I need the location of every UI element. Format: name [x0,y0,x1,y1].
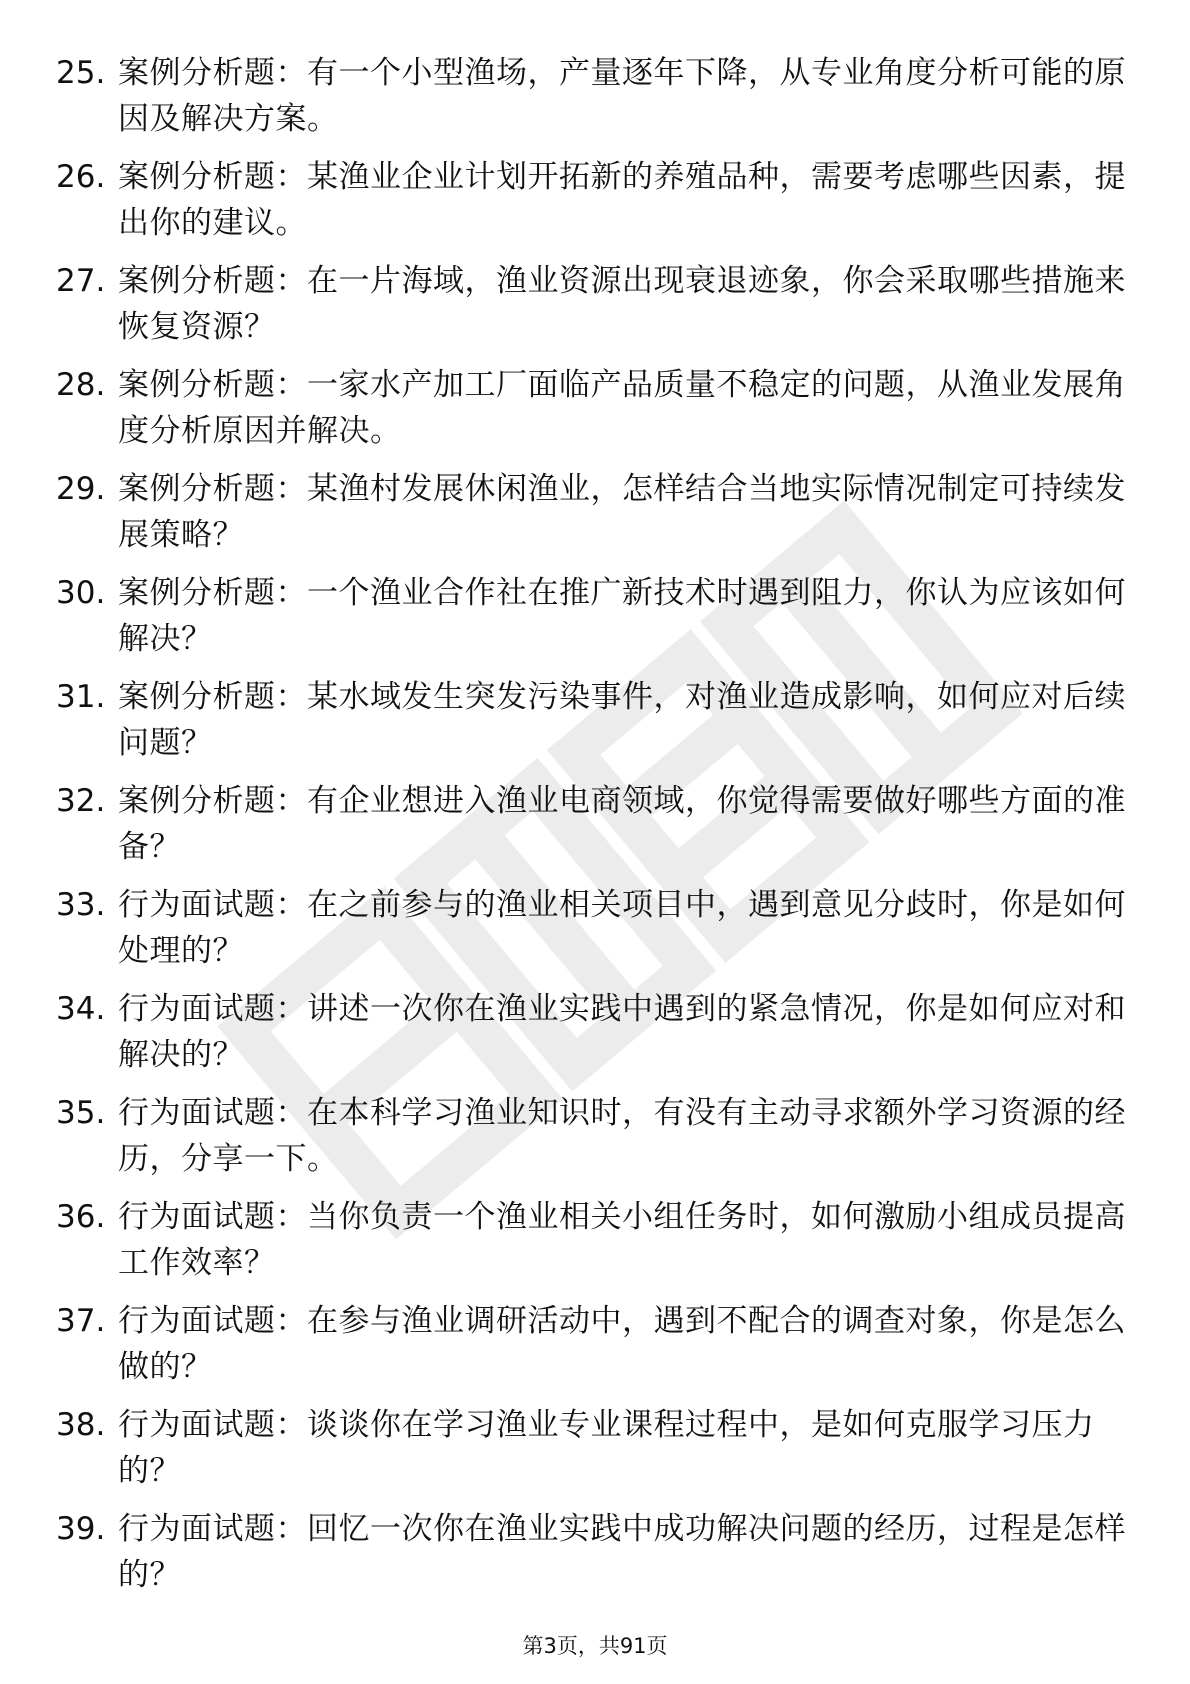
question-body: 某渔村发展休闲渔业，怎样结合当地实际情况制定可持续发展策略？ [118,471,1126,553]
question-number: 31. [56,679,106,715]
question-body: 谈谈你在学习渔业专业课程过程中，是如何克服学习压力的？ [118,1407,1095,1489]
question-text [118,1506,1136,1598]
page-number-footer: 第3页，共91页 [522,1634,668,1658]
question-number: 37. [56,1303,106,1339]
question-number: 25. [56,55,106,91]
question-number: 35. [56,1095,106,1131]
question-item [56,1298,1136,1402]
question-body: 在参与渔业调研活动中，遇到不配合的调查对象，你是怎么做的？ [118,1303,1126,1385]
question-type: 行为面试题： [118,1511,307,1547]
question-text [118,1194,1136,1286]
question-text [118,466,1136,558]
question-text [118,1402,1136,1494]
question-item [56,882,1136,986]
question-list [56,50,1136,1610]
question-type: 行为面试题： [118,991,307,1027]
question-type: 案例分析题： [118,575,307,611]
question-item [56,986,1136,1090]
question-type: 行为面试题： [118,1095,307,1131]
question-type: 行为面试题： [118,1303,307,1339]
question-item [56,258,1136,362]
question-text [118,570,1136,662]
question-type: 案例分析题： [118,783,307,819]
question-number: 38. [56,1407,106,1443]
question-item [56,570,1136,674]
question-number: 32. [56,783,106,819]
question-type: 案例分析题： [118,471,307,507]
question-text [118,778,1136,870]
question-body: 讲述一次你在渔业实践中遇到的紧急情况，你是如何应对和解决的？ [118,991,1126,1073]
question-body: 在本科学习渔业知识时，有没有主动寻求额外学习资源的经历，分享一下。 [118,1095,1126,1177]
question-number: 33. [56,887,106,923]
question-type: 案例分析题： [118,263,307,299]
question-type: 案例分析题： [118,55,307,91]
question-type: 案例分析题： [118,679,307,715]
question-item [56,1194,1136,1298]
question-item [56,1090,1136,1194]
question-number: 30. [56,575,106,611]
question-text [118,362,1136,454]
question-text [118,674,1136,766]
question-item [56,362,1136,466]
question-text [118,154,1136,246]
question-text [118,1298,1136,1390]
question-type: 行为面试题： [118,1407,307,1443]
question-body: 一家水产加工厂面临产品质量不稳定的问题，从渔业发展角度分析原因并解决。 [118,367,1126,449]
question-number: 34. [56,991,106,1027]
question-body: 有企业想进入渔业电商领域，你觉得需要做好哪些方面的准备？ [118,783,1126,865]
question-number: 28. [56,367,106,403]
question-type: 行为面试题： [118,1199,307,1235]
question-item [56,674,1136,778]
question-type: 案例分析题： [118,159,307,195]
question-number: 39. [56,1511,106,1547]
question-body: 在之前参与的渔业相关项目中，遇到意见分歧时，你是如何处理的？ [118,887,1126,969]
question-text [118,986,1136,1078]
question-number: 29. [56,471,106,507]
question-body: 在一片海域，渔业资源出现衰退迹象，你会采取哪些措施来恢复资源？ [118,263,1126,345]
question-body: 回忆一次你在渔业实践中成功解决问题的经历，过程是怎样的？ [118,1511,1126,1593]
question-text [118,882,1136,974]
question-body: 当你负责一个渔业相关小组任务时，如何激励小组成员提高工作效率？ [118,1199,1126,1281]
question-body: 某水域发生突发污染事件，对渔业造成影响，如何应对后续问题？ [118,679,1126,761]
question-item [56,1506,1136,1610]
question-item [56,466,1136,570]
question-body: 有一个小型渔场，产量逐年下降，从专业角度分析可能的原因及解决方案。 [118,55,1126,137]
question-text [118,258,1136,350]
question-item [56,154,1136,258]
question-number: 27. [56,263,106,299]
question-item [56,778,1136,882]
question-body: 一个渔业合作社在推广新技术时遇到阻力，你认为应该如何解决？ [118,575,1126,657]
question-type: 案例分析题： [118,367,307,403]
question-body: 某渔业企业计划开拓新的养殖品种，需要考虑哪些因素，提出你的建议。 [118,159,1126,241]
question-text [118,1090,1136,1182]
question-number: 36. [56,1199,106,1235]
question-number: 26. [56,159,106,195]
question-item [56,1402,1136,1506]
question-item [56,50,1136,154]
question-text [118,50,1136,142]
question-type: 行为面试题： [118,887,307,923]
